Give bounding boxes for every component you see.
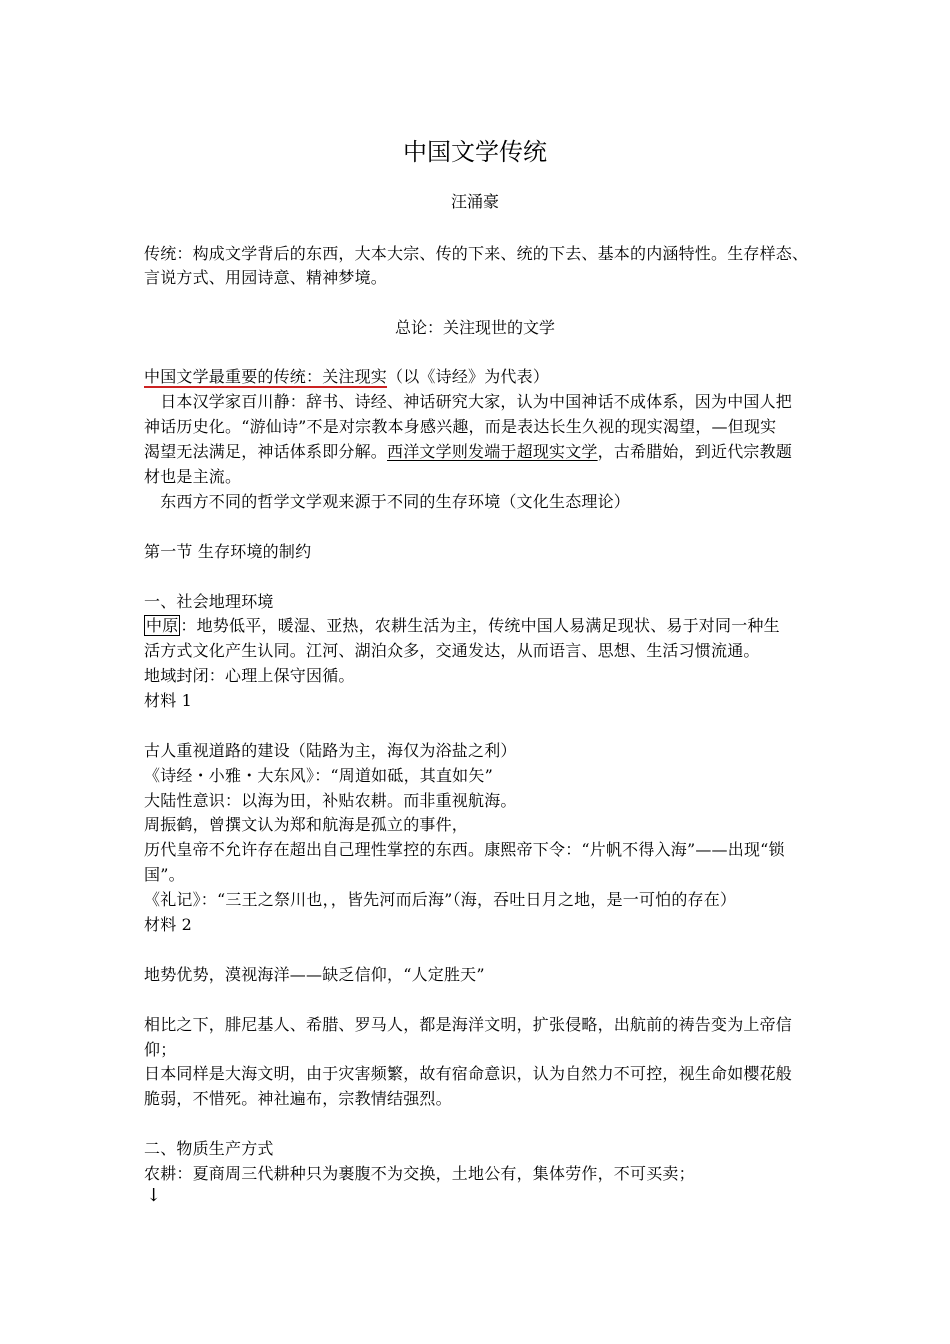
zhongyuan-rest: ：地势低平，暖湿、亚热，农耕生活为主，传统中国人易满足现状、易于对同一种生 xyxy=(180,616,780,635)
m1-line-1: 古人重视道路的建设（陆路为主，海仅为浴盐之利） xyxy=(144,741,517,760)
compare-line-4: 脆弱，不惜死。神社遍布，宗教情结强烈。 xyxy=(144,1089,452,1108)
subsection2-heading: 二、物质生产方式 xyxy=(144,1139,274,1158)
para1-line-3 xyxy=(144,440,792,465)
para1-underlined-text: 西洋文学则发端于超现实文学 xyxy=(387,442,598,461)
section1-heading: 第一节 生存环境的制约 xyxy=(144,542,312,561)
zhongyuan-line-2: 活方式文化产生认同。江河、湖泊众多，交通发达，从而语言、思想、生活习惯流通。 xyxy=(144,641,760,660)
intro-line-2: 言说方式、用园诗意、精神梦境。 xyxy=(144,268,388,287)
compare-line-2: 仰； xyxy=(144,1040,177,1059)
m1-line-5: 历代皇帝不允许存在超出自己理性掌控的东西。康熙帝下令：“片帆不得入海”——出现“锁 xyxy=(144,840,785,859)
para1-line-4: 材也是主流。 xyxy=(144,467,242,486)
zhongyuan-line-1 xyxy=(144,614,780,639)
para1-line-3-end: ，古希腊始，到近代宗教题 xyxy=(597,442,793,461)
document-title: 中国文学传统 xyxy=(403,138,547,166)
lead-line xyxy=(144,365,549,390)
author-name: 汪涌豪 xyxy=(450,192,499,211)
para2-line: 东西方不同的哲学文学观来源于不同的生存环境（文化生态理论） xyxy=(144,492,631,511)
m2-line: 地势优势，漠视海洋——缺乏信仰，“人定胜天” xyxy=(144,965,485,984)
para1-line-2: 神话历史化。“游仙诗”不是对宗教本身感兴趣，而是表达长生久视的现实渴望，—但现实 xyxy=(144,417,777,436)
subsection1-heading: 一、社会地理环境 xyxy=(144,592,274,611)
intro-line-1: 传统：构成文学背后的东西，大本大宗、传的下来、统的下去、基本的内涵特性。生存样态、 xyxy=(144,244,809,263)
section-heading: 总论：关注现世的文学 xyxy=(394,318,555,337)
m1-line-6: 国”。 xyxy=(144,865,185,884)
farming-line: 农耕：夏商周三代耕种只为裹腹不为交换，土地公有，集体劳作，不可买卖； xyxy=(144,1164,695,1183)
m1-line-4: 周振鹤，曾撰文认为郑和航海是孤立的事件， xyxy=(144,815,469,834)
boxed-word: 中原 xyxy=(146,616,179,635)
material-2-label: 材料 2 xyxy=(144,915,193,934)
para1-line-1: 日本汉学家百川静：辞书、诗经、神话研究大家，认为中国神话不成体系，因为中国人把 xyxy=(144,392,793,411)
compare-line-1: 相比之下，腓尼基人、希腊、罗马人，都是海洋文明，扩张侵略，出航前的祷告变为上帝信 xyxy=(144,1015,793,1034)
down-arrow-icon: ↓ xyxy=(146,1185,162,1206)
m1-line-7: 《礼记》：“三王之祭川也，，皆先河而后海”（海，吞吐日月之地，是一可怕的存在） xyxy=(144,890,737,909)
lead-underlined-text: 中国文学最重要的传统：关注现实 xyxy=(144,367,388,386)
closed-region-line: 地域封闭：心理上保守因循。 xyxy=(144,666,355,685)
m1-line-3: 大陆性意识：以海为田，补贴农耕。而非重视航海。 xyxy=(144,791,517,810)
lead-rest-text: （以《诗经》为代表） xyxy=(387,367,550,386)
material-1-label: 材料 1 xyxy=(144,691,193,710)
compare-line-3: 日本同样是大海文明，由于灾害频繁，故有宿命意识，认为自然力不可控，视生命如樱花般 xyxy=(144,1064,793,1083)
para1-line-3-start: 渴望无法满足，神话体系即分解。 xyxy=(144,442,388,461)
m1-line-2: 《诗经・小雅・大东风》：“周道如砥，其直如矢” xyxy=(144,766,493,785)
